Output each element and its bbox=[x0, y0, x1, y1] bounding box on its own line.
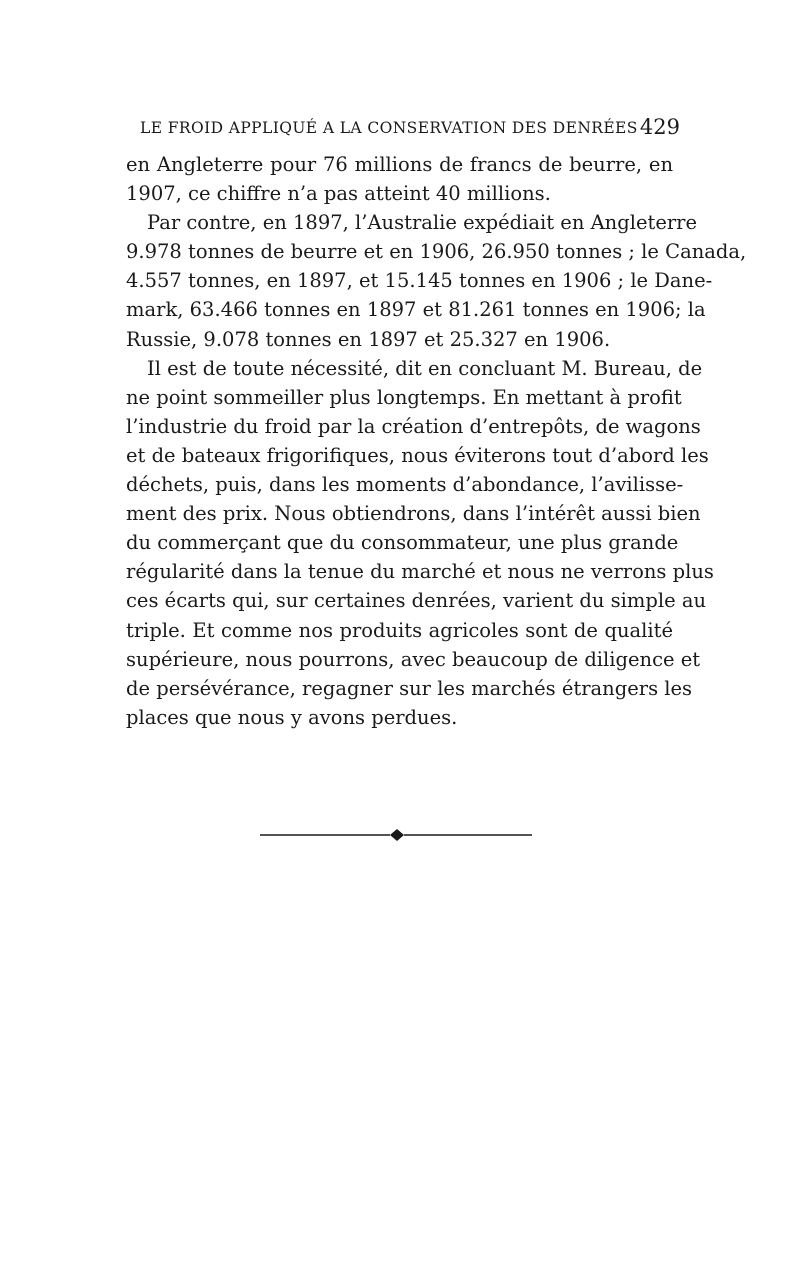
section-divider-ornament bbox=[260, 829, 532, 841]
text-line: de persévérance, regagner sur les marchés étrangers les bbox=[126, 676, 693, 700]
text-line: places que nous y avons perdues. bbox=[126, 705, 458, 729]
text-line: ment des prix. Nous obtiendrons, dans l’intérêt aussi bien bbox=[126, 502, 701, 526]
text-line: 4.557 tonnes, en 1897, et 15.145 tonnes en 1906 ; le Dane- bbox=[126, 269, 713, 293]
text-line: 9.978 tonnes de beurre et en 1906, 26.950 tonnes ; le Canada, bbox=[126, 240, 747, 264]
text-line: 1907, ce chiffre n’a pas atteint 40 millions. bbox=[126, 182, 551, 206]
text-line: régularité dans la tenue du marché et nous ne verrons plus bbox=[126, 560, 714, 584]
text-line: du commerçant que du consommateur, une plus grande bbox=[126, 531, 679, 555]
text-line: ces écarts qui, sur certaines denrées, varient du simple au bbox=[126, 589, 707, 613]
text-line: mark, 63.466 tonnes en 1897 et 81.261 tonnes en 1906; la bbox=[126, 298, 706, 322]
text-line: ne point sommeiller plus longtemps. En mettant à profit bbox=[126, 385, 682, 409]
text-line: déchets, puis, dans les moments d’abondance, l’avilisse- bbox=[126, 473, 684, 497]
text-line: supérieure, nous pourrons, avec beaucoup de diligence et bbox=[126, 647, 701, 671]
running-title: LE FROID APPLIQUÉ A LA CONSERVATION DES DENRÉES bbox=[140, 119, 638, 137]
text-line: l’industrie du froid par la création d’entrepôts, de wagons bbox=[126, 414, 701, 438]
text-line: triple. Et comme nos produits agricoles sont de qualité bbox=[126, 618, 673, 642]
body-text bbox=[126, 150, 747, 732]
text-line: Il est de toute nécessité, dit en concluant M. Bureau, de bbox=[147, 356, 703, 380]
text-line: Russie, 9.078 tonnes en 1897 et 25.327 en 1906. bbox=[126, 327, 611, 351]
text-line: et de bateaux frigorifiques, nous éviterons tout d’abord les bbox=[126, 443, 709, 467]
text-line: Par contre, en 1897, l’Australie expédiait en Angleterre bbox=[147, 211, 698, 235]
page-number: 429 bbox=[639, 115, 680, 139]
text-line: en Angleterre pour 76 millions de francs de beurre, en bbox=[126, 153, 673, 176]
page-header bbox=[140, 117, 680, 141]
